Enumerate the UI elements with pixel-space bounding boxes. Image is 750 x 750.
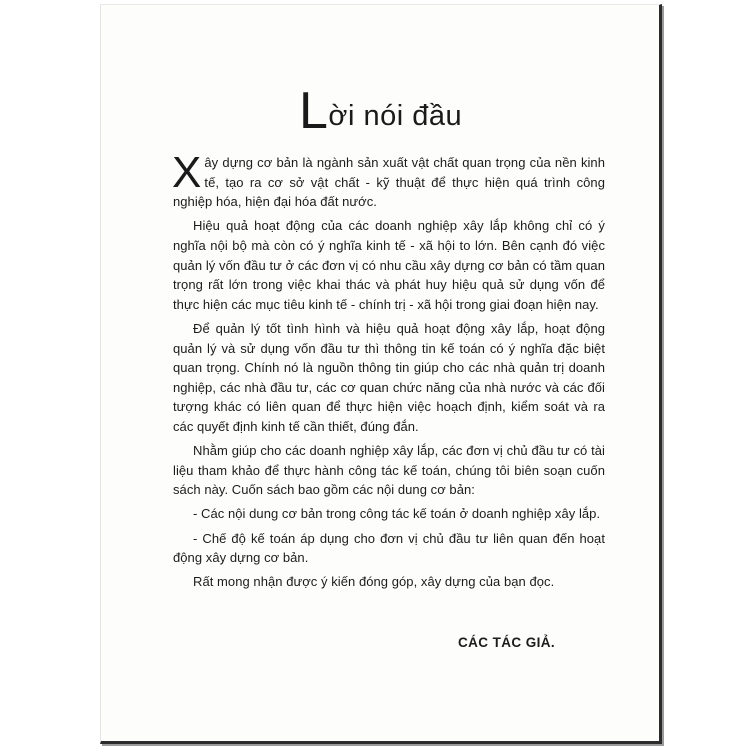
- title-rest: ời nói đầu: [328, 100, 463, 132]
- paragraph: Hiệu quả hoạt động của các doanh nghiệp xây lắp không chỉ có ý nghĩa nội bộ mà còn có ý nghĩa kinh tế - xã hội to lớn. Bên cạnh đó việc quản lý vốn đầu tư ở các đơn vị có nhu cầu xây dựng cơ bản có tầm quan trọng rất lớn trong việc khai thác và phát huy hiệu quả sử dụng vốn để thực hiện các mục tiêu kinh tế - chính trị - xã hội trong giai đoạn hiện nay.: [173, 218, 605, 312]
- book-page: [100, 4, 662, 744]
- list-item: - Các nội dung cơ bản trong công tác kế toán ở doanh nghiệp xây lắp.: [193, 506, 601, 522]
- paragraph: Xây dựng cơ bản là ngành sản xuất vật chất quan trọng của nền kinh tế, tạo ra cơ sở vật chất - kỹ thuật để thực hiện quá trình công nghiệp hóa, hiện đại hóa đất nước.: [172, 148, 605, 210]
- preface-body: [172, 148, 605, 597]
- signature: CÁC TÁC GIẢ.: [458, 635, 556, 650]
- paragraph: Để quản lý tốt tình hình và hiệu quả hoạt động xây lắp, hoạt động quản lý và sử dụng vốn đầu tư thì thông tin kế toán có ý nghĩa đặc biệt quan trọng. Chính nó là nguồn thông tin giúp cho các nhà quản trị doanh nghiệp, các nhà đầu tư, các cơ quan chức năng của nhà nước và các đối tượng khác có liên quan để thực hiện việc hoạch định, kiểm soát và ra các quyết định kinh tế cần thiết, đúng đắn.: [173, 320, 605, 434]
- list-item: - Chế độ kế toán áp dụng cho đơn vị chủ đầu tư liên quan đến hoạt động xây dựng cơ bản.: [173, 530, 605, 566]
- title-initial: L: [299, 82, 329, 140]
- paragraph: Nhằm giúp cho các doanh nghiệp xây lắp, các đơn vị chủ đầu tư có tài liệu tham khảo để thực hành công tác kế toán, chúng tôi biên soạn cuốn sách này. Cuốn sách bao gồm các nội dung cơ bản:: [173, 443, 605, 498]
- page-title: [299, 82, 463, 140]
- paragraph: Rất mong nhận được ý kiến đóng góp, xây dựng của bạn đọc.: [193, 574, 555, 590]
